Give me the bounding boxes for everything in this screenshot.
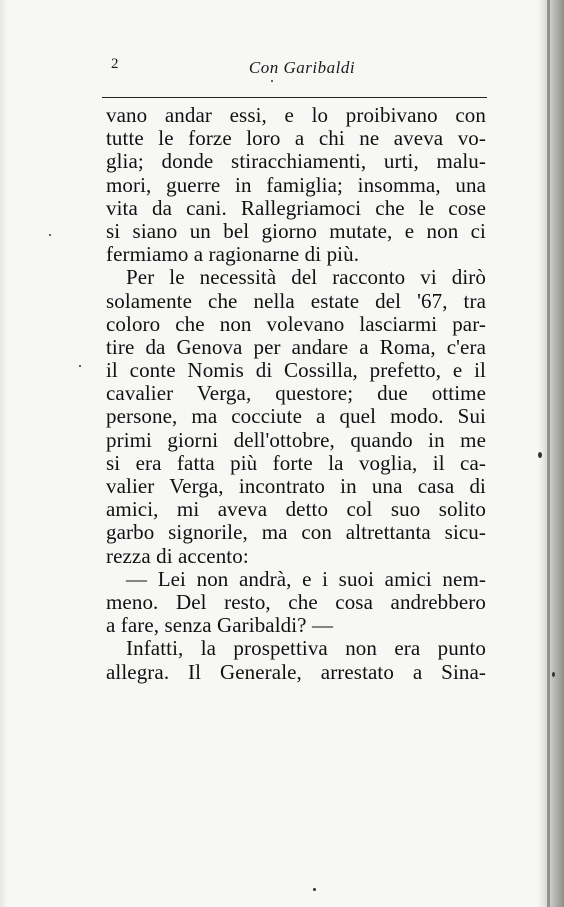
text-line: Infatti, la prospettiva non era punto: [126, 636, 486, 661]
text-line: amici, mi aveva detto col suo solito: [106, 497, 486, 522]
running-title: Con Garibaldi: [248, 58, 356, 77]
scan-speck: [79, 365, 81, 367]
scan-speck: [49, 234, 51, 236]
text-line: Per le necessità del racconto vi dirò: [126, 265, 486, 290]
text-line: vano andar essi, e lo proibivano con: [106, 103, 486, 127]
header-rule: [102, 97, 487, 98]
text-line: a fare, senza Garibaldi? —: [106, 613, 334, 638]
text-line: cavalier Verga, questore; due ottime: [106, 381, 486, 406]
text-line: solamente che nella estate del '67, tra: [106, 288, 486, 313]
text-line: tire da Genova per andare a Roma, c'era: [106, 334, 486, 359]
body-text: [106, 104, 486, 684]
scan-speck: [538, 452, 542, 458]
text-line: tutte le forze loro a chi ne aveva vo-: [106, 126, 486, 151]
text-line: allegra. Il Generale, arrestato a Sina-: [106, 659, 486, 684]
text-line: primi giorni dell'ottobre, quando in me: [106, 427, 486, 452]
text-line: si siano un bel giorno mutate, e non ci: [106, 218, 486, 243]
text-line: il conte Nomis di Cossilla, prefetto, e il: [106, 358, 486, 383]
scan-speck: [313, 888, 316, 891]
scan-speck: [271, 80, 273, 82]
text-line: valier Verga, incontrato in una casa di: [106, 474, 486, 498]
text-line: rezza di accento:: [106, 543, 249, 568]
text-line: meno. Del resto, che cosa andrebbero: [106, 589, 486, 614]
page-edge-line: [547, 0, 550, 907]
text-line: persone, ma cocciute a quel modo. Sui: [106, 404, 486, 429]
scan-speck: [552, 672, 555, 677]
text-line: — Lei non andrà, e i suoi amici nem-: [126, 566, 486, 591]
page-number: 2: [111, 56, 119, 72]
text-line: vita da cani. Rallegriamoci che le cose: [106, 195, 486, 220]
text-line: garbo signorile, ma con altrettanta sicu-: [106, 520, 486, 545]
text-line: si era fatta più forte la voglia, il ca-: [106, 450, 486, 475]
text-line: mori, guerre in famiglia; insomma, una: [106, 172, 486, 197]
text-line: coloro che non volevano lasciarmi par-: [106, 311, 486, 336]
text-line: glia; donde stiracchiamenti, urti, malu-: [106, 149, 486, 174]
page-gutter-shadow: [0, 0, 8, 907]
text-line: fermiamo a ragionarne di più.: [106, 242, 360, 267]
